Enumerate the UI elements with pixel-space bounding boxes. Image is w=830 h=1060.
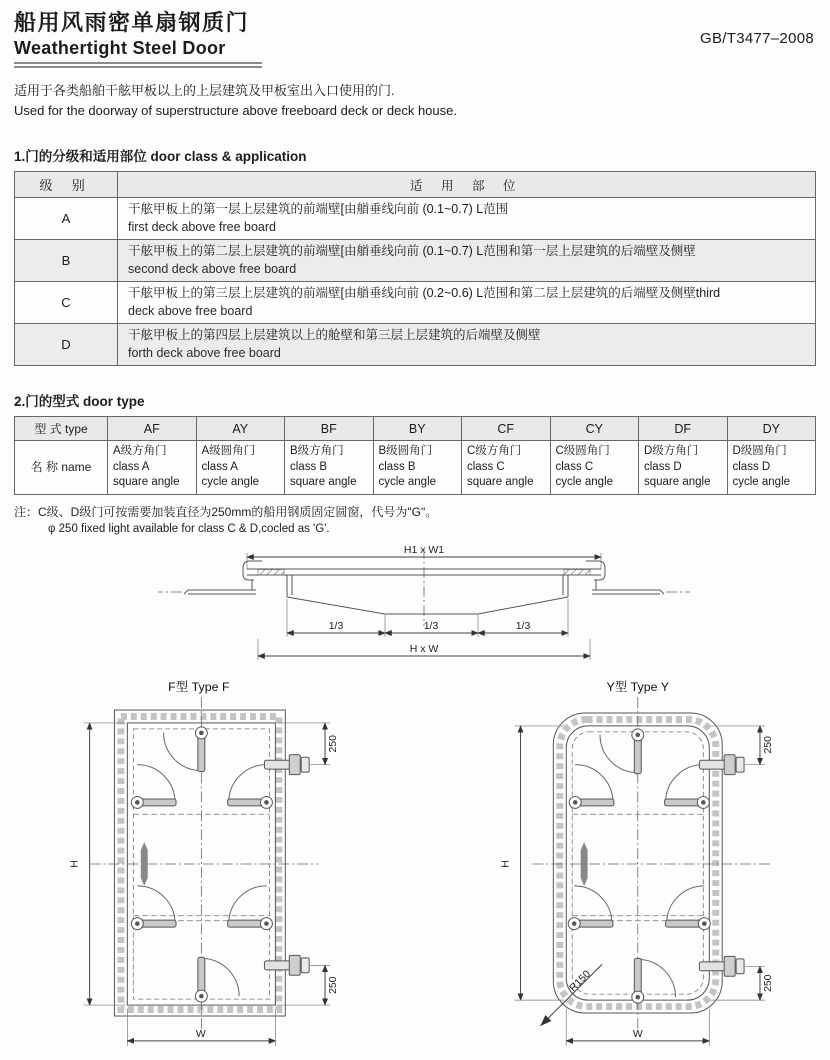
- dished-panel-line: [287, 597, 568, 614]
- type-zh: B级方角门: [290, 445, 344, 458]
- type-zh: C级圆角门: [555, 445, 610, 458]
- type-code: BF: [285, 417, 374, 441]
- type-angle: square angle: [467, 476, 534, 489]
- table-row: [15, 324, 816, 366]
- dim-label-w: W: [195, 1028, 206, 1040]
- application-zh: 干舷甲板上的第三层上层建筑的前端壁[由艏垂线向前 (0.2~0.6) L范围和第二层上层建筑的后端壁及侧壁third: [128, 286, 721, 301]
- type-angle: square angle: [644, 476, 711, 489]
- handle-lever: [580, 842, 587, 886]
- gasket-left: [258, 570, 284, 576]
- application-zh: 干舷甲板上的第一层上层建筑的前端壁[由艏垂线向前 (0.1~0.7) L范围: [128, 202, 509, 217]
- dog-lower-right: [228, 886, 273, 930]
- dim-label-hxw: H x W: [409, 643, 439, 656]
- intro-paragraph: [14, 81, 816, 121]
- gasket-right: [564, 570, 590, 576]
- page-title-zh: 船用风雨密单扇钢质门: [14, 10, 250, 35]
- header: [0, 0, 830, 68]
- dog-upper-left: [131, 765, 176, 809]
- type-zh: A级圆角门: [201, 445, 256, 458]
- dim-label-w: W: [632, 1028, 643, 1040]
- dog-top-center: [600, 729, 644, 774]
- type-class: class C: [467, 460, 505, 473]
- section2-heading: 2.门的型式 door type: [14, 394, 145, 410]
- type-class: class B: [290, 460, 328, 473]
- application-en: second deck above free board: [128, 261, 297, 276]
- dog-top-center: [164, 727, 208, 772]
- class-cell: B: [15, 240, 118, 282]
- dim-label-250-bottom: 250: [327, 976, 339, 994]
- type-angle: cycle angle: [732, 476, 791, 489]
- door-section-drawing: [0, 544, 830, 674]
- dog-upper-left: [569, 765, 614, 809]
- dog-bottom-center: [631, 958, 675, 1003]
- type-zh: B级圆角门: [378, 445, 433, 458]
- dim-label-h: H: [500, 860, 512, 868]
- dog-lower-left: [568, 886, 613, 930]
- type-code: CF: [462, 417, 551, 441]
- type-angle: square angle: [113, 476, 180, 489]
- application-en: first deck above free board: [128, 219, 276, 234]
- title-double-rule: [14, 62, 262, 68]
- dim-label-r150: R150: [567, 968, 593, 995]
- type-name-cell: [108, 441, 197, 495]
- type-class: class C: [555, 460, 594, 473]
- type-class: class A: [113, 460, 150, 473]
- type-class: class B: [378, 460, 416, 473]
- type-name-cell: [373, 441, 462, 495]
- type-angle: cycle angle: [555, 476, 614, 489]
- dim-label-h: H: [69, 860, 81, 868]
- hinge-top: [264, 755, 309, 775]
- type-class: class D: [732, 460, 771, 473]
- dim-label-third-2: 1/3: [423, 620, 439, 633]
- type-code: CY: [550, 417, 639, 441]
- type-code: BY: [373, 417, 462, 441]
- type-code: DF: [639, 417, 728, 441]
- dim-label-h1w1: H1 x W1: [403, 544, 445, 557]
- col-header-class: 级 别: [15, 172, 118, 198]
- dim-label-third-3: 1/3: [515, 620, 531, 633]
- table-header-row: [15, 417, 816, 441]
- type-name-cell: [196, 441, 285, 495]
- type-name-cell: [727, 441, 816, 495]
- type-name-cell: [285, 441, 374, 495]
- type-angle: square angle: [290, 476, 357, 489]
- type-class: class D: [644, 460, 682, 473]
- table-row: [15, 441, 816, 495]
- table-header-row: [15, 172, 816, 198]
- dim-label-250-bottom: 250: [762, 974, 774, 993]
- application-en: deck above free board: [128, 303, 253, 318]
- section1-heading: 1.门的分级和适用部位 door class & application: [14, 149, 307, 165]
- type-zh: D级方角门: [644, 445, 699, 458]
- door-views: [0, 674, 830, 1059]
- type-f-drawing: [30, 674, 408, 1059]
- dog-bottom-center: [195, 957, 239, 1002]
- type-angle: cycle angle: [201, 476, 260, 489]
- dog-lower-left: [131, 886, 176, 930]
- application-cell: [118, 324, 816, 366]
- class-cell: D: [15, 324, 118, 366]
- type-code: AY: [196, 417, 285, 441]
- dog-upper-right: [228, 765, 273, 809]
- application-cell: [118, 240, 816, 282]
- type-code: AF: [108, 417, 197, 441]
- type-class: class A: [201, 460, 238, 473]
- type-zh: C级方角门: [467, 445, 522, 458]
- type-zh: D级圆角门: [732, 445, 787, 458]
- type-y-drawing: [453, 674, 830, 1059]
- footnote-en: φ 250 fixed light available for class C & D,cocled as 'G'.: [48, 522, 330, 535]
- type-y-title: Y型 Type Y: [606, 680, 669, 695]
- door-class-table: [14, 171, 816, 366]
- type-angle: cycle angle: [378, 476, 437, 489]
- dim-label-250-top: 250: [762, 736, 774, 754]
- dog-upper-right: [664, 765, 709, 809]
- class-cell: A: [15, 198, 118, 240]
- application-cell: [118, 198, 816, 240]
- footnote-zh: 注：C级、D级门可按需要加装直径为250mm的船用钢质固定圆窗，代号为"G"。: [14, 504, 438, 519]
- application-zh: 干舷甲板上的第二层上层建筑的前端壁[由艏垂线向前 (0.1~0.7) L范围和第一层上层建筑的后端壁及侧壁: [128, 244, 696, 259]
- dim-label-250-top: 250: [327, 735, 339, 753]
- table-row: [15, 198, 816, 240]
- intro-en: Used for the doorway of superstructure above freeboard deck or deck house.: [14, 103, 457, 119]
- door-type-table: [14, 416, 816, 495]
- class-cell: C: [15, 282, 118, 324]
- col-header-application: 适 用 部 位: [118, 172, 816, 198]
- page-title-en: Weathertight Steel Door: [14, 38, 226, 58]
- type-code: DY: [727, 417, 816, 441]
- handle-lever: [141, 842, 148, 886]
- type-zh: A级方角门: [113, 445, 167, 458]
- application-zh: 干舷甲板上的第四层上层建筑以上的舱壁和第三层上层建筑的后端壁及侧壁: [128, 328, 541, 343]
- application-en: forth deck above free board: [128, 345, 281, 360]
- type-name-cell: [462, 441, 551, 495]
- application-cell: [118, 282, 816, 324]
- col-header-name: 名 称 name: [15, 441, 108, 495]
- type-name-cell: [550, 441, 639, 495]
- dim-label-third-1: 1/3: [328, 620, 344, 633]
- standard-number: GB/T3477–2008: [700, 30, 814, 47]
- table-row: [15, 282, 816, 324]
- footnote: [14, 503, 816, 538]
- col-header-type: 型 式 type: [15, 417, 108, 441]
- type-f-title: F型 Type F: [168, 680, 230, 695]
- hinge-bottom: [264, 955, 309, 975]
- intro-zh: 适用于各类船舶干舷甲板以上的上层建筑及甲板室出入口使用的门.: [14, 83, 395, 98]
- table-row: [15, 240, 816, 282]
- type-name-cell: [639, 441, 728, 495]
